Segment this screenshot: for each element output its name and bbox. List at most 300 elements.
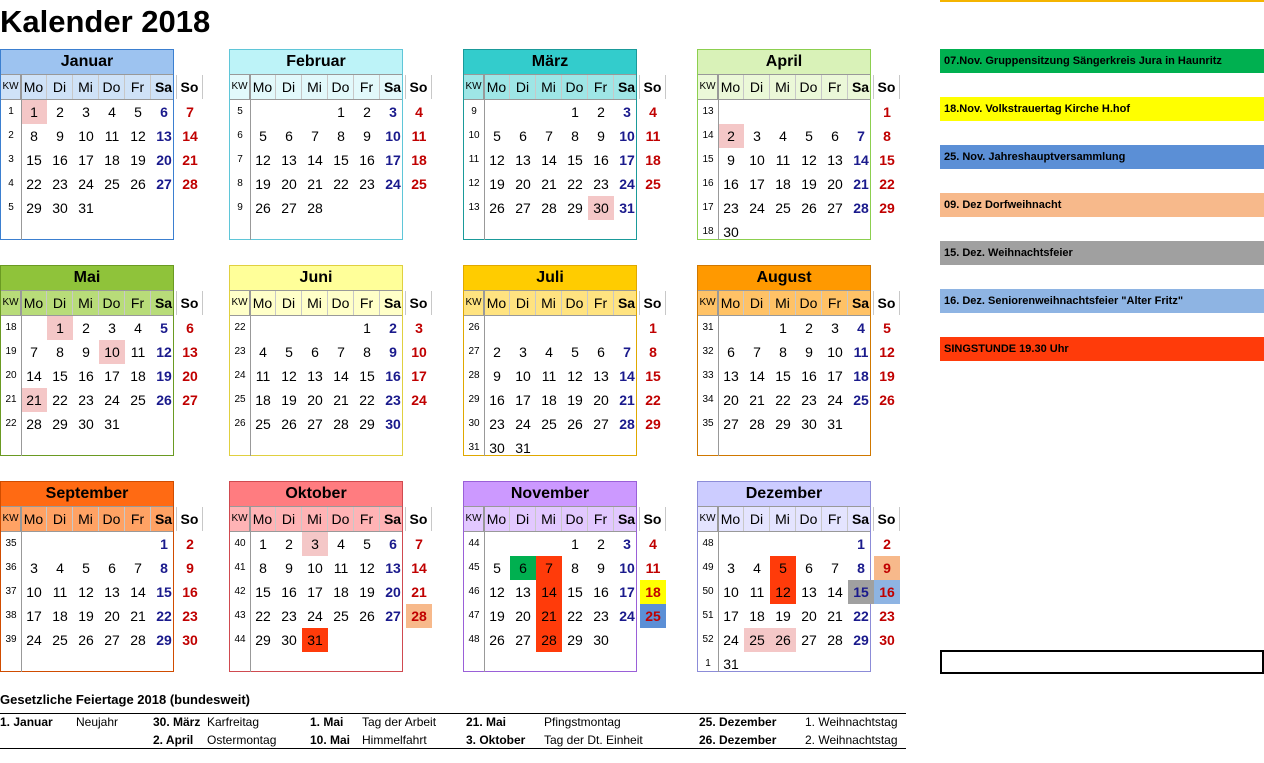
day-cell[interactable]: 12 bbox=[801, 152, 817, 168]
day-cell[interactable]: 21 bbox=[307, 176, 323, 192]
day-cell[interactable]: 28 bbox=[182, 176, 198, 192]
day-cell[interactable]: 4 bbox=[415, 104, 423, 120]
day-cell[interactable]: 20 bbox=[801, 608, 817, 624]
day-cell[interactable]: 19 bbox=[281, 392, 297, 408]
day-cell[interactable]: 13 bbox=[515, 584, 531, 600]
day-cell[interactable]: 14 bbox=[182, 128, 198, 144]
day-cell[interactable]: 29 bbox=[567, 632, 583, 648]
day-cell[interactable]: 23 bbox=[52, 176, 68, 192]
day-cell[interactable]: 4 bbox=[779, 128, 787, 144]
day-cell[interactable]: 3 bbox=[727, 560, 735, 576]
day-cell[interactable]: 27 bbox=[827, 200, 843, 216]
day-cell[interactable]: 4 bbox=[649, 536, 657, 552]
event-item[interactable]: 07.Nov. Gruppensitzung Sängerkreis Jura in Haunritz bbox=[940, 49, 1264, 73]
day-cell[interactable]: 18 bbox=[104, 152, 120, 168]
day-cell[interactable]: 10 bbox=[749, 152, 765, 168]
day-cell[interactable]: 23 bbox=[723, 200, 739, 216]
day-cell[interactable]: 7 bbox=[831, 560, 839, 576]
day-cell[interactable]: 11 bbox=[645, 560, 661, 576]
day-cell[interactable]: 3 bbox=[82, 104, 90, 120]
day-cell[interactable]: 2 bbox=[597, 536, 605, 552]
day-cell[interactable]: 16 bbox=[385, 368, 401, 384]
day-cell[interactable]: 27 bbox=[307, 416, 323, 432]
day-cell[interactable]: 21 bbox=[130, 608, 146, 624]
day-cell[interactable]: 21 bbox=[749, 392, 765, 408]
day-cell[interactable]: 12 bbox=[130, 128, 146, 144]
day-cell[interactable]: 24 bbox=[411, 392, 427, 408]
day-cell[interactable]: 22 bbox=[567, 176, 583, 192]
day-cell[interactable]: 25 bbox=[52, 632, 68, 648]
day-cell[interactable]: 7 bbox=[857, 128, 865, 144]
day-cell[interactable]: 4 bbox=[337, 536, 345, 552]
day-cell[interactable]: 9 bbox=[493, 368, 501, 384]
day-cell[interactable]: 3 bbox=[753, 128, 761, 144]
day-cell[interactable]: 28 bbox=[853, 200, 869, 216]
event-item[interactable]: 25. Nov. Jahreshauptversammlung bbox=[940, 145, 1264, 169]
day-cell[interactable]: 27 bbox=[104, 632, 120, 648]
day-cell[interactable]: 31 bbox=[515, 440, 531, 456]
day-cell[interactable]: 8 bbox=[649, 344, 657, 360]
day-cell[interactable]: 14 bbox=[853, 152, 869, 168]
day-cell[interactable]: 30 bbox=[78, 416, 94, 432]
day-cell[interactable]: 12 bbox=[281, 368, 297, 384]
day-cell[interactable]: 26 bbox=[770, 628, 796, 652]
day-cell[interactable]: 17 bbox=[385, 152, 401, 168]
day-cell[interactable]: 8 bbox=[883, 128, 891, 144]
day-cell[interactable]: 10 bbox=[307, 560, 323, 576]
day-cell[interactable]: 27 bbox=[515, 632, 531, 648]
day-cell[interactable]: 16 bbox=[874, 580, 900, 604]
day-cell[interactable]: 13 bbox=[385, 560, 401, 576]
day-cell[interactable]: 21 bbox=[182, 152, 198, 168]
day-cell[interactable]: 14 bbox=[827, 584, 843, 600]
day-cell[interactable]: 22 bbox=[156, 608, 172, 624]
day-cell[interactable]: 17 bbox=[104, 368, 120, 384]
day-cell[interactable]: 20 bbox=[182, 368, 198, 384]
day-cell[interactable]: 3 bbox=[623, 536, 631, 552]
day-cell[interactable]: 3 bbox=[389, 104, 397, 120]
day-cell[interactable]: 23 bbox=[593, 176, 609, 192]
day-cell[interactable]: 28 bbox=[130, 632, 146, 648]
day-cell[interactable]: 15 bbox=[359, 368, 375, 384]
day-cell[interactable]: 27 bbox=[801, 632, 817, 648]
day-cell[interactable]: 18 bbox=[645, 152, 661, 168]
day-cell[interactable]: 10 bbox=[619, 128, 635, 144]
day-cell[interactable]: 13 bbox=[307, 368, 323, 384]
day-cell[interactable]: 2 bbox=[82, 320, 90, 336]
day-cell[interactable]: 26 bbox=[281, 416, 297, 432]
day-cell[interactable]: 3 bbox=[831, 320, 839, 336]
day-cell[interactable]: 8 bbox=[857, 560, 865, 576]
day-cell[interactable]: 6 bbox=[186, 320, 194, 336]
day-cell[interactable]: 15 bbox=[645, 368, 661, 384]
day-cell[interactable]: 11 bbox=[853, 344, 869, 360]
day-cell[interactable]: 15 bbox=[848, 580, 874, 604]
day-cell[interactable]: 23 bbox=[359, 176, 375, 192]
day-cell[interactable]: 23 bbox=[385, 392, 401, 408]
day-cell[interactable]: 3 bbox=[302, 532, 328, 556]
day-cell[interactable]: 29 bbox=[359, 416, 375, 432]
day-cell[interactable]: 15 bbox=[567, 152, 583, 168]
day-cell[interactable]: 17 bbox=[827, 368, 843, 384]
day-cell[interactable]: 30 bbox=[593, 632, 609, 648]
day-cell[interactable]: 30 bbox=[879, 632, 895, 648]
day-cell[interactable]: 6 bbox=[311, 344, 319, 360]
day-cell[interactable]: 28 bbox=[333, 416, 349, 432]
day-cell[interactable]: 11 bbox=[411, 128, 427, 144]
day-cell[interactable]: 27 bbox=[593, 416, 609, 432]
day-cell[interactable]: 21 bbox=[827, 608, 843, 624]
day-cell[interactable]: 13 bbox=[156, 128, 172, 144]
day-cell[interactable]: 14 bbox=[26, 368, 42, 384]
day-cell[interactable]: 30 bbox=[385, 416, 401, 432]
day-cell[interactable]: 15 bbox=[567, 584, 583, 600]
day-cell[interactable]: 20 bbox=[827, 176, 843, 192]
day-cell[interactable]: 14 bbox=[541, 152, 557, 168]
day-cell[interactable]: 12 bbox=[770, 580, 796, 604]
day-cell[interactable]: 25 bbox=[104, 176, 120, 192]
day-cell[interactable]: 9 bbox=[597, 128, 605, 144]
day-cell[interactable]: 26 bbox=[255, 200, 271, 216]
day-cell[interactable]: 11 bbox=[130, 344, 146, 360]
empty-event-box[interactable] bbox=[940, 650, 1264, 674]
day-cell[interactable]: 18 bbox=[640, 580, 666, 604]
day-cell[interactable]: 8 bbox=[363, 344, 371, 360]
day-cell[interactable]: 20 bbox=[515, 608, 531, 624]
day-cell[interactable]: 15 bbox=[775, 368, 791, 384]
day-cell[interactable]: 18 bbox=[853, 368, 869, 384]
day-cell[interactable]: 29 bbox=[879, 200, 895, 216]
day-cell[interactable]: 9 bbox=[186, 560, 194, 576]
day-cell[interactable]: 6 bbox=[160, 104, 168, 120]
day-cell[interactable]: 13 bbox=[281, 152, 297, 168]
day-cell[interactable]: 8 bbox=[571, 560, 579, 576]
day-cell[interactable]: 23 bbox=[593, 608, 609, 624]
day-cell[interactable]: 24 bbox=[104, 392, 120, 408]
day-cell[interactable]: 9 bbox=[285, 560, 293, 576]
day-cell[interactable]: 17 bbox=[619, 152, 635, 168]
day-cell[interactable]: 8 bbox=[56, 344, 64, 360]
day-cell[interactable]: 29 bbox=[255, 632, 271, 648]
day-cell[interactable]: 26 bbox=[489, 632, 505, 648]
day-cell[interactable]: 25 bbox=[411, 176, 427, 192]
day-cell[interactable]: 29 bbox=[853, 632, 869, 648]
day-cell[interactable]: 25 bbox=[744, 628, 770, 652]
day-cell[interactable]: 18 bbox=[749, 608, 765, 624]
day-cell[interactable]: 2 bbox=[805, 320, 813, 336]
day-cell[interactable]: 1 bbox=[363, 320, 371, 336]
day-cell[interactable]: 31 bbox=[78, 200, 94, 216]
day-cell[interactable]: 1 bbox=[571, 104, 579, 120]
day-cell[interactable]: 26 bbox=[879, 392, 895, 408]
day-cell[interactable]: 28 bbox=[749, 416, 765, 432]
day-cell[interactable]: 9 bbox=[805, 344, 813, 360]
day-cell[interactable]: 11 bbox=[52, 584, 68, 600]
day-cell[interactable]: 2 bbox=[718, 124, 744, 148]
day-cell[interactable]: 15 bbox=[52, 368, 68, 384]
day-cell[interactable]: 21 bbox=[536, 604, 562, 628]
day-cell[interactable]: 8 bbox=[337, 128, 345, 144]
day-cell[interactable]: 22 bbox=[359, 392, 375, 408]
day-cell[interactable]: 14 bbox=[130, 584, 146, 600]
day-cell[interactable]: 15 bbox=[26, 152, 42, 168]
day-cell[interactable]: 5 bbox=[883, 320, 891, 336]
day-cell[interactable]: 13 bbox=[801, 584, 817, 600]
day-cell[interactable]: 20 bbox=[307, 392, 323, 408]
day-cell[interactable]: 25 bbox=[775, 200, 791, 216]
event-item[interactable]: 15. Dez. Weihnachtsfeier bbox=[940, 241, 1264, 265]
day-cell[interactable]: 29 bbox=[567, 200, 583, 216]
day-cell[interactable]: 26 bbox=[567, 416, 583, 432]
day-cell[interactable]: 23 bbox=[182, 608, 198, 624]
day-cell[interactable]: 19 bbox=[489, 608, 505, 624]
day-cell[interactable]: 9 bbox=[389, 344, 397, 360]
day-cell[interactable]: 16 bbox=[723, 176, 739, 192]
day-cell[interactable]: 21 bbox=[853, 176, 869, 192]
day-cell[interactable]: 6 bbox=[510, 556, 536, 580]
day-cell[interactable]: 7 bbox=[753, 344, 761, 360]
day-cell[interactable]: 20 bbox=[104, 608, 120, 624]
day-cell[interactable]: 2 bbox=[186, 536, 194, 552]
day-cell[interactable]: 8 bbox=[259, 560, 267, 576]
day-cell[interactable]: 1 bbox=[779, 320, 787, 336]
day-cell[interactable]: 2 bbox=[883, 536, 891, 552]
day-cell[interactable]: 16 bbox=[489, 392, 505, 408]
day-cell[interactable]: 1 bbox=[649, 320, 657, 336]
day-cell[interactable]: 25 bbox=[541, 416, 557, 432]
day-cell[interactable]: 19 bbox=[775, 608, 791, 624]
day-cell[interactable]: 26 bbox=[78, 632, 94, 648]
day-cell[interactable]: 6 bbox=[831, 128, 839, 144]
day-cell[interactable]: 21 bbox=[333, 392, 349, 408]
day-cell[interactable]: 21 bbox=[21, 388, 47, 412]
day-cell[interactable]: 6 bbox=[805, 560, 813, 576]
day-cell[interactable]: 20 bbox=[723, 392, 739, 408]
day-cell[interactable]: 16 bbox=[801, 368, 817, 384]
day-cell[interactable]: 11 bbox=[775, 152, 791, 168]
day-cell[interactable]: 19 bbox=[130, 152, 146, 168]
day-cell[interactable]: 16 bbox=[281, 584, 297, 600]
day-cell[interactable]: 24 bbox=[385, 176, 401, 192]
day-cell[interactable]: 11 bbox=[645, 128, 661, 144]
day-cell[interactable]: 29 bbox=[52, 416, 68, 432]
day-cell[interactable]: 22 bbox=[26, 176, 42, 192]
day-cell[interactable]: 28 bbox=[541, 200, 557, 216]
day-cell[interactable]: 26 bbox=[801, 200, 817, 216]
day-cell[interactable]: 15 bbox=[333, 152, 349, 168]
event-item[interactable]: 09. Dez Dorfweihnacht bbox=[940, 193, 1264, 217]
day-cell[interactable]: 6 bbox=[389, 536, 397, 552]
day-cell[interactable]: 12 bbox=[879, 344, 895, 360]
day-cell[interactable]: 17 bbox=[749, 176, 765, 192]
day-cell[interactable]: 7 bbox=[337, 344, 345, 360]
day-cell[interactable]: 5 bbox=[571, 344, 579, 360]
day-cell[interactable]: 3 bbox=[108, 320, 116, 336]
day-cell[interactable]: 16 bbox=[593, 152, 609, 168]
day-cell[interactable]: 12 bbox=[567, 368, 583, 384]
day-cell[interactable]: 16 bbox=[359, 152, 375, 168]
day-cell[interactable]: 12 bbox=[78, 584, 94, 600]
day-cell[interactable]: 22 bbox=[255, 608, 271, 624]
day-cell[interactable]: 18 bbox=[541, 392, 557, 408]
day-cell[interactable]: 2 bbox=[493, 344, 501, 360]
day-cell[interactable]: 19 bbox=[255, 176, 271, 192]
day-cell[interactable]: 17 bbox=[78, 152, 94, 168]
day-cell[interactable]: 24 bbox=[78, 176, 94, 192]
day-cell[interactable]: 11 bbox=[255, 368, 271, 384]
day-cell[interactable]: 17 bbox=[723, 608, 739, 624]
day-cell[interactable]: 28 bbox=[406, 604, 432, 628]
day-cell[interactable]: 11 bbox=[333, 560, 349, 576]
day-cell[interactable]: 20 bbox=[593, 392, 609, 408]
day-cell[interactable]: 27 bbox=[156, 176, 172, 192]
day-cell[interactable]: 7 bbox=[623, 344, 631, 360]
day-cell[interactable]: 30 bbox=[723, 224, 739, 240]
day-cell[interactable]: 7 bbox=[545, 128, 553, 144]
day-cell[interactable]: 22 bbox=[52, 392, 68, 408]
day-cell[interactable]: 26 bbox=[359, 608, 375, 624]
day-cell[interactable]: 28 bbox=[307, 200, 323, 216]
event-item[interactable]: SINGSTUNDE 19.30 Uhr bbox=[940, 337, 1264, 361]
day-cell[interactable]: 5 bbox=[363, 536, 371, 552]
day-cell[interactable]: 19 bbox=[156, 368, 172, 384]
day-cell[interactable]: 20 bbox=[385, 584, 401, 600]
day-cell[interactable]: 29 bbox=[645, 416, 661, 432]
day-cell[interactable]: 10 bbox=[385, 128, 401, 144]
day-cell[interactable]: 2 bbox=[597, 104, 605, 120]
day-cell[interactable]: 31 bbox=[723, 656, 739, 672]
day-cell[interactable]: 27 bbox=[723, 416, 739, 432]
day-cell[interactable]: 6 bbox=[285, 128, 293, 144]
day-cell[interactable]: 5 bbox=[493, 560, 501, 576]
day-cell[interactable]: 1 bbox=[337, 104, 345, 120]
day-cell[interactable]: 12 bbox=[156, 344, 172, 360]
day-cell[interactable]: 1 bbox=[259, 536, 267, 552]
event-item[interactable]: 16. Dez. Seniorenweihnachtsfeier "Alter Fritz" bbox=[940, 289, 1264, 313]
day-cell[interactable]: 31 bbox=[827, 416, 843, 432]
day-cell[interactable]: 14 bbox=[619, 368, 635, 384]
day-cell[interactable]: 13 bbox=[593, 368, 609, 384]
day-cell[interactable]: 21 bbox=[411, 584, 427, 600]
day-cell[interactable]: 9 bbox=[363, 128, 371, 144]
day-cell[interactable]: 20 bbox=[156, 152, 172, 168]
day-cell[interactable]: 3 bbox=[30, 560, 38, 576]
day-cell[interactable]: 26 bbox=[130, 176, 146, 192]
day-cell[interactable]: 12 bbox=[255, 152, 271, 168]
day-cell[interactable]: 30 bbox=[281, 632, 297, 648]
day-cell[interactable]: 6 bbox=[519, 128, 527, 144]
day-cell[interactable]: 7 bbox=[311, 128, 319, 144]
day-cell[interactable]: 3 bbox=[623, 104, 631, 120]
day-cell[interactable]: 27 bbox=[385, 608, 401, 624]
day-cell[interactable]: 22 bbox=[775, 392, 791, 408]
day-cell[interactable]: 27 bbox=[182, 392, 198, 408]
day-cell[interactable]: 5 bbox=[805, 128, 813, 144]
day-cell[interactable]: 9 bbox=[727, 152, 735, 168]
day-cell[interactable]: 5 bbox=[134, 104, 142, 120]
day-cell[interactable]: 13 bbox=[827, 152, 843, 168]
day-cell[interactable]: 24 bbox=[827, 392, 843, 408]
day-cell[interactable]: 21 bbox=[541, 176, 557, 192]
day-cell[interactable]: 13 bbox=[515, 152, 531, 168]
day-cell[interactable]: 17 bbox=[307, 584, 323, 600]
day-cell[interactable]: 24 bbox=[307, 608, 323, 624]
day-cell[interactable]: 25 bbox=[333, 608, 349, 624]
day-cell[interactable]: 19 bbox=[801, 176, 817, 192]
event-item[interactable]: 18.Nov. Volkstrauertag Kirche H.hof bbox=[940, 97, 1264, 121]
day-cell[interactable]: 27 bbox=[515, 200, 531, 216]
day-cell[interactable]: 24 bbox=[619, 176, 635, 192]
day-cell[interactable]: 17 bbox=[411, 368, 427, 384]
day-cell[interactable]: 25 bbox=[640, 604, 666, 628]
day-cell[interactable]: 4 bbox=[108, 104, 116, 120]
day-cell[interactable]: 4 bbox=[857, 320, 865, 336]
day-cell[interactable]: 1 bbox=[21, 100, 47, 124]
day-cell[interactable]: 18 bbox=[775, 176, 791, 192]
day-cell[interactable]: 18 bbox=[52, 608, 68, 624]
day-cell[interactable]: 22 bbox=[853, 608, 869, 624]
day-cell[interactable]: 7 bbox=[30, 344, 38, 360]
day-cell[interactable]: 31 bbox=[302, 628, 328, 652]
day-cell[interactable]: 30 bbox=[182, 632, 198, 648]
day-cell[interactable]: 23 bbox=[489, 416, 505, 432]
day-cell[interactable]: 10 bbox=[78, 128, 94, 144]
day-cell[interactable]: 11 bbox=[749, 584, 765, 600]
day-cell[interactable]: 21 bbox=[619, 392, 635, 408]
day-cell[interactable]: 19 bbox=[78, 608, 94, 624]
day-cell[interactable]: 8 bbox=[30, 128, 38, 144]
day-cell[interactable]: 1 bbox=[883, 104, 891, 120]
day-cell[interactable]: 13 bbox=[723, 368, 739, 384]
day-cell[interactable]: 18 bbox=[130, 368, 146, 384]
day-cell[interactable]: 3 bbox=[415, 320, 423, 336]
day-cell[interactable]: 23 bbox=[281, 608, 297, 624]
day-cell[interactable]: 5 bbox=[82, 560, 90, 576]
day-cell[interactable]: 29 bbox=[156, 632, 172, 648]
day-cell[interactable]: 25 bbox=[130, 392, 146, 408]
day-cell[interactable]: 6 bbox=[727, 344, 735, 360]
day-cell[interactable]: 15 bbox=[879, 152, 895, 168]
day-cell[interactable]: 3 bbox=[519, 344, 527, 360]
day-cell[interactable]: 22 bbox=[879, 176, 895, 192]
day-cell[interactable]: 25 bbox=[255, 416, 271, 432]
day-cell[interactable]: 24 bbox=[749, 200, 765, 216]
day-cell[interactable]: 8 bbox=[571, 128, 579, 144]
day-cell[interactable]: 5 bbox=[285, 344, 293, 360]
day-cell[interactable]: 1 bbox=[571, 536, 579, 552]
day-cell[interactable]: 6 bbox=[597, 344, 605, 360]
day-cell[interactable]: 14 bbox=[307, 152, 323, 168]
day-cell[interactable]: 19 bbox=[879, 368, 895, 384]
day-cell[interactable]: 4 bbox=[56, 560, 64, 576]
day-cell[interactable]: 19 bbox=[567, 392, 583, 408]
day-cell[interactable]: 30 bbox=[801, 416, 817, 432]
day-cell[interactable]: 2 bbox=[389, 320, 397, 336]
day-cell[interactable]: 6 bbox=[108, 560, 116, 576]
day-cell[interactable]: 13 bbox=[104, 584, 120, 600]
day-cell[interactable]: 30 bbox=[588, 196, 614, 220]
day-cell[interactable]: 28 bbox=[619, 416, 635, 432]
day-cell[interactable]: 10 bbox=[515, 368, 531, 384]
day-cell[interactable]: 5 bbox=[259, 128, 267, 144]
day-cell[interactable]: 14 bbox=[411, 560, 427, 576]
day-cell[interactable]: 10 bbox=[619, 560, 635, 576]
day-cell[interactable]: 14 bbox=[749, 368, 765, 384]
day-cell[interactable]: 25 bbox=[645, 176, 661, 192]
day-cell[interactable]: 16 bbox=[593, 584, 609, 600]
day-cell[interactable]: 13 bbox=[182, 344, 198, 360]
day-cell[interactable]: 5 bbox=[770, 556, 796, 580]
